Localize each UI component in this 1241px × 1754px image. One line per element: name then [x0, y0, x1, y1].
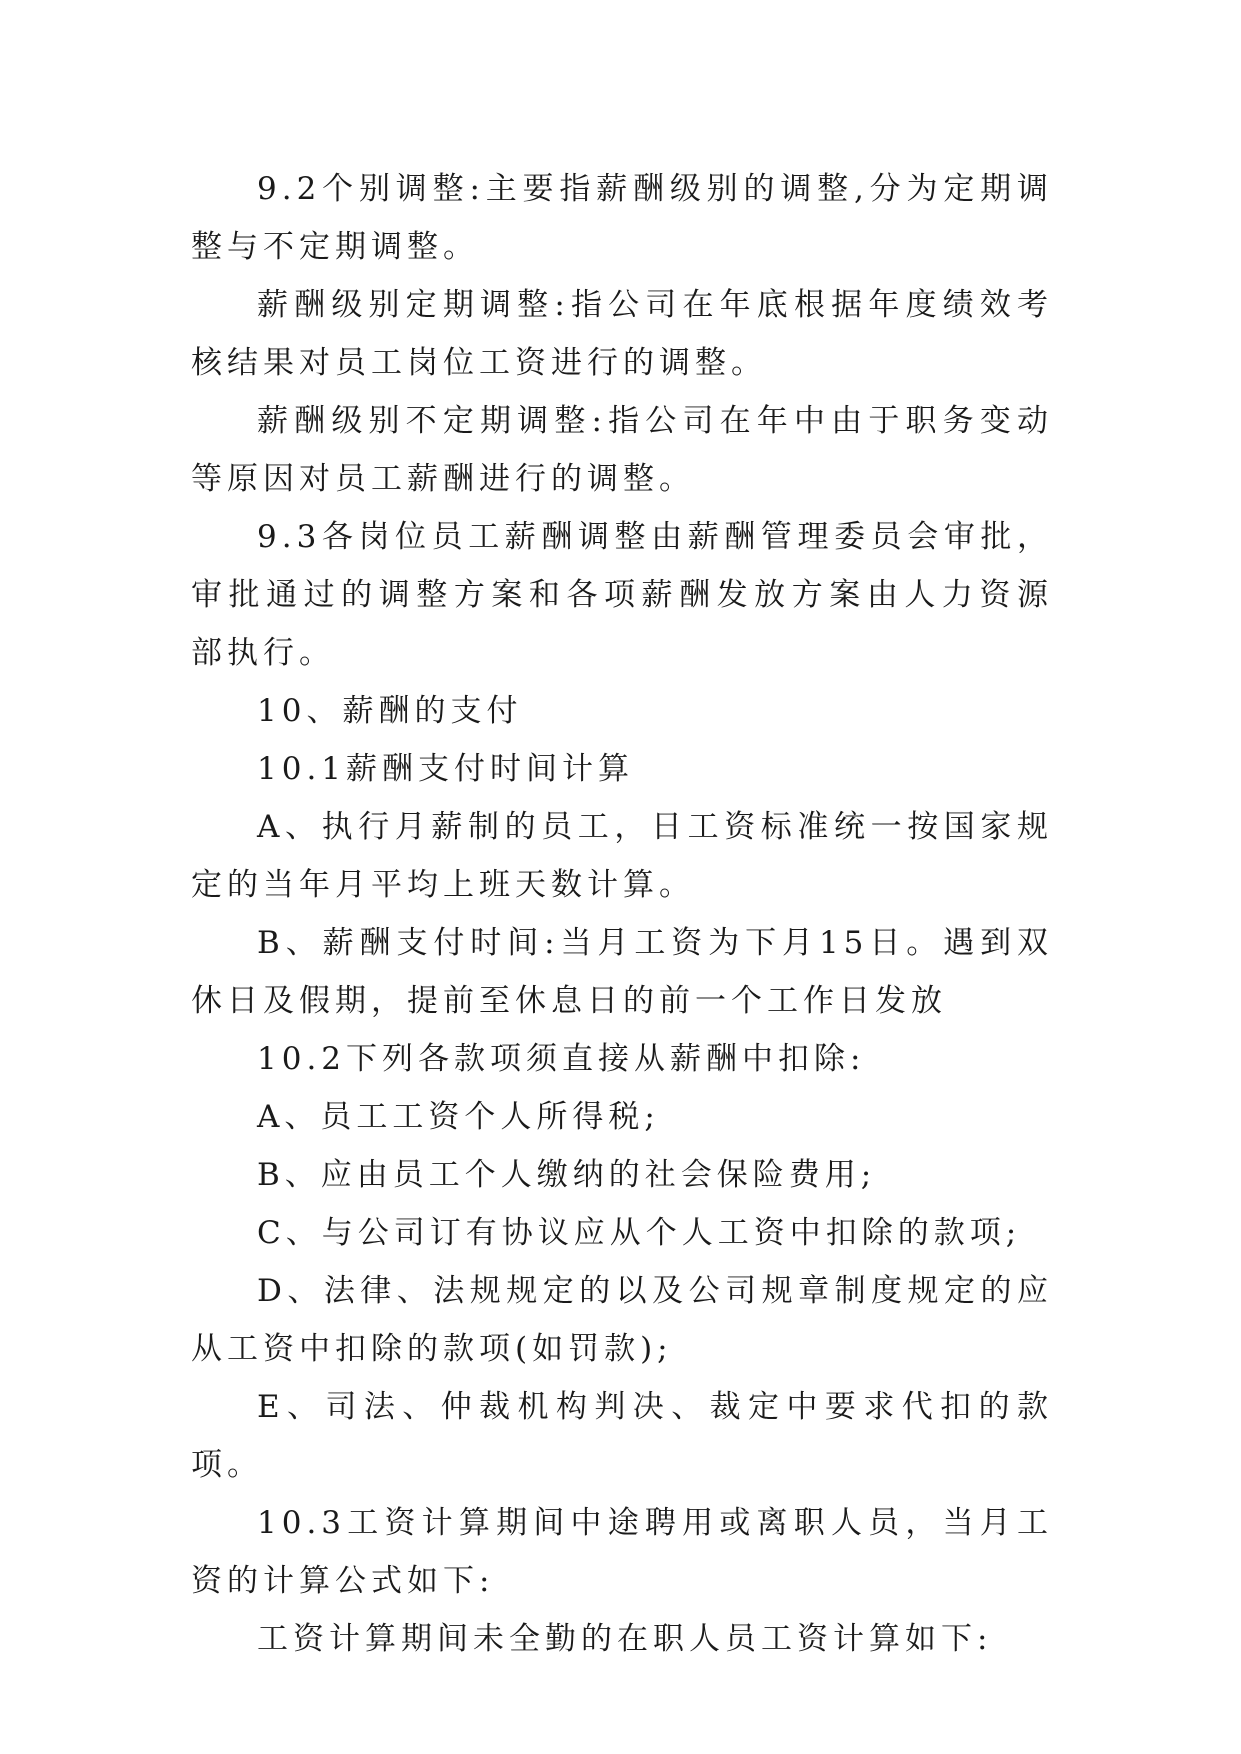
list-item-10-2-d: D、法律、法规规定的以及公司规章制度规定的应从工资中扣除的款项(如罚款); [191, 1273, 1053, 1367]
paragraph-9-3: 9.3各岗位员工薪酬调整由薪酬管理委员会审批，审批通过的调整方案和各项薪酬发放方案由人力资源部执行。 [191, 519, 1053, 671]
subsection-heading-10-1: 10.1薪酬支付时间计算 [257, 751, 635, 787]
paragraph-10-1-b: B、薪酬支付时间:当月工资为下月15日。遇到双休日及假期，提前至休息日的前一个工作日发放 [191, 925, 1053, 1019]
list-item-10-2-e: E、司法、仲裁机构判决、裁定中要求代扣的款项。 [191, 1389, 1053, 1483]
paragraph-partial-attendance: 工资计算期间未全勤的在职人员工资计算如下: [257, 1621, 993, 1657]
paragraph-regular-adjustment: 薪酬级别定期调整:指公司在年底根据年度绩效考核结果对员工岗位工资进行的调整。 [191, 287, 1053, 381]
section-heading-10: 10、薪酬的支付 [257, 693, 523, 729]
paragraph-irregular-adjustment: 薪酬级别不定期调整:指公司在年中由于职务变动等原因对员工薪酬进行的调整。 [191, 403, 1053, 497]
list-item-10-2-c: C、与公司订有协议应从个人工资中扣除的款项; [257, 1215, 1022, 1251]
subsection-heading-10-2: 10.2下列各款项须直接从薪酬中扣除: [257, 1041, 866, 1077]
paragraph-9-2: 9.2个别调整:主要指薪酬级别的调整,分为定期调整与不定期调整。 [191, 171, 1053, 265]
list-item-10-2-b: B、应由员工个人缴纳的社会保险费用; [257, 1157, 877, 1193]
document-body [191, 160, 1053, 1668]
paragraph-10-1-a: A、执行月薪制的员工，日工资标准统一按国家规定的当年月平均上班天数计算。 [191, 809, 1053, 903]
paragraph-10-3: 10.3工资计算期间中途聘用或离职人员，当月工资的计算公式如下: [191, 1505, 1053, 1599]
list-item-10-2-a: A、员工工资个人所得税; [257, 1099, 660, 1135]
